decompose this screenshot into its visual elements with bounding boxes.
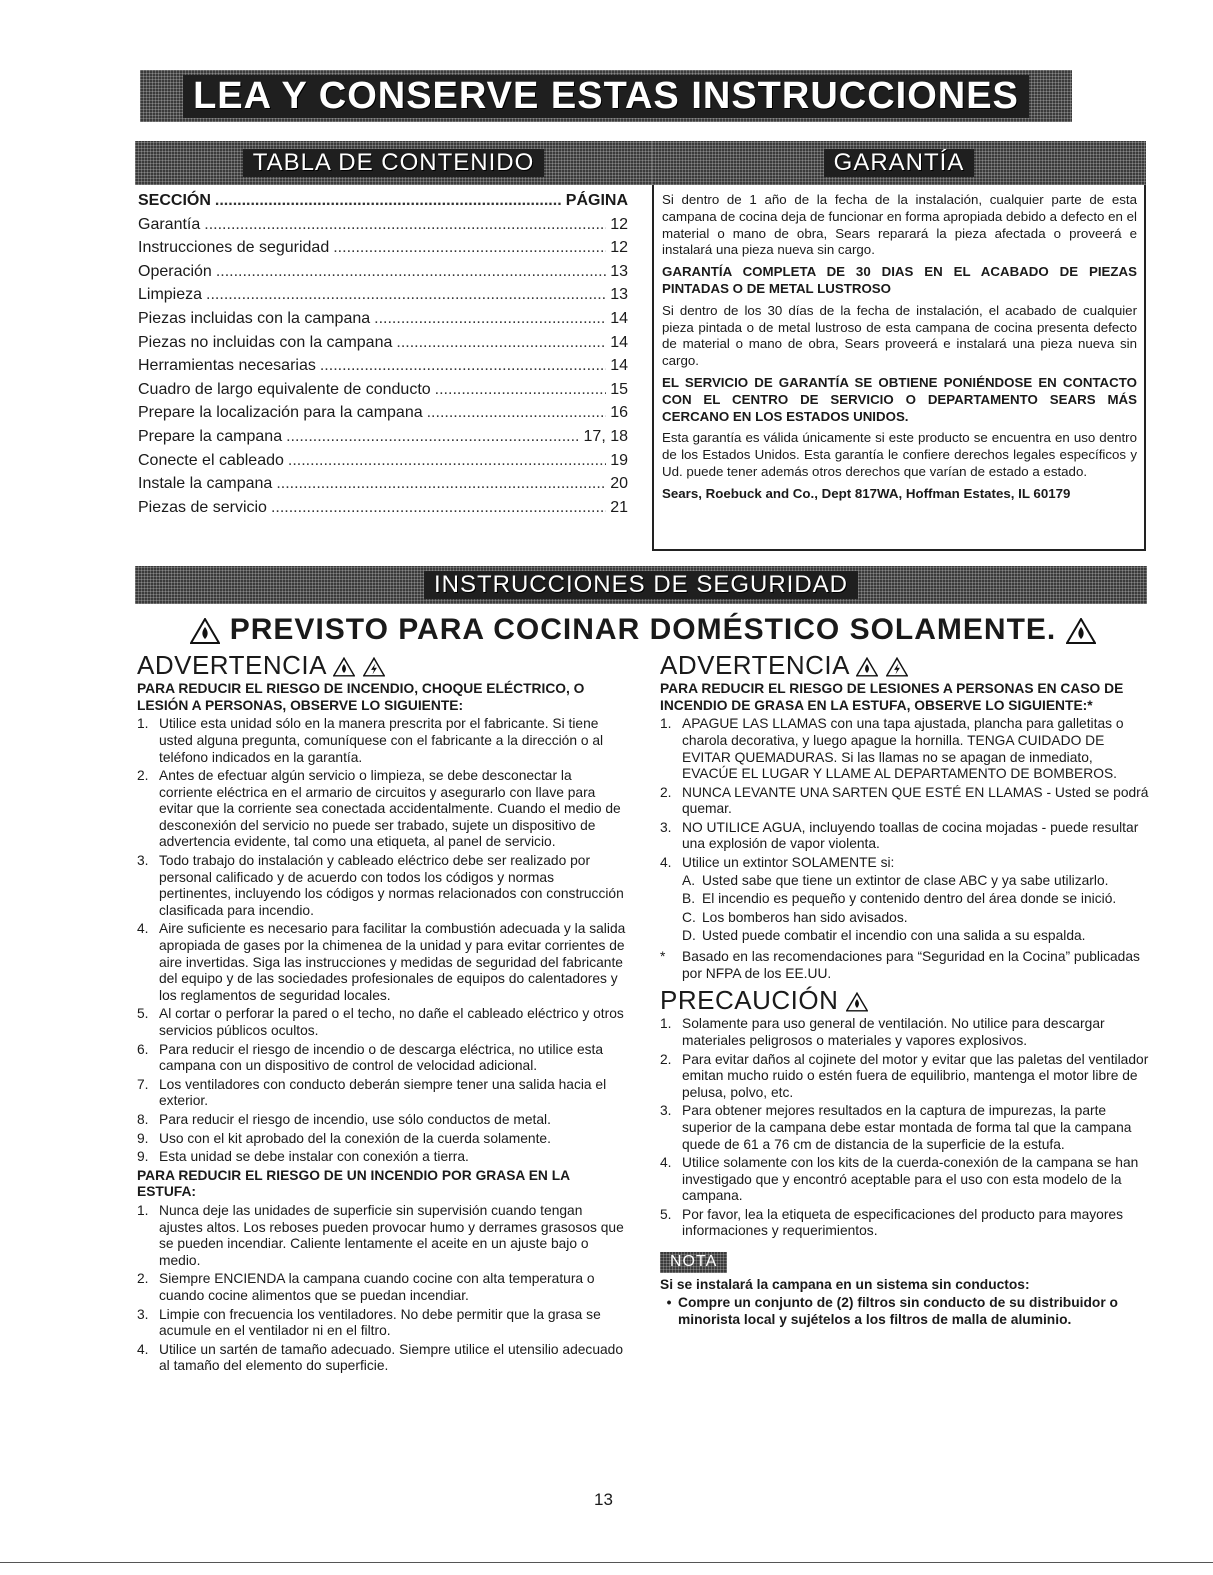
- note-heading: Si se instalará la campana en un sistema sin conductos:: [660, 1276, 1030, 1292]
- list-item: [660, 1207, 1150, 1240]
- list-item-text: Usted puede combatir el incendio con una salida a su espalda.: [702, 928, 1086, 944]
- toc-row-page: 21: [610, 498, 628, 516]
- list-item-number: 4.: [137, 1341, 149, 1357]
- fire-warning-icon: [856, 657, 878, 677]
- safety-banner: [135, 566, 1147, 604]
- list-item-number: 9.: [137, 1130, 149, 1146]
- toc-row-page: 19: [610, 451, 628, 469]
- warranty-heading-finish: GARANTÍA COMPLETA DE 30 DIAS EN EL ACABADO DE PIEZAS PINTADAS O DE METAL LUSTROSO: [662, 264, 1137, 296]
- shock-warning-icon: [363, 657, 385, 677]
- list-item-text: Solamente para uso general de ventilación. No utilice para descargar materiales peligrosos o materiales y vapores explosivos.: [682, 1016, 1105, 1048]
- caution-triangle-icon: [846, 992, 868, 1012]
- list-item: [137, 716, 627, 766]
- list-item-text: Los ventiladores con conducto deberán siempre tener una salida hacia el exterior.: [159, 1076, 607, 1109]
- toc-row-page: 13: [610, 286, 628, 304]
- list-item-number: 2.: [137, 1271, 149, 1287]
- main-title: LEA Y CONSERVE ESTAS INSTRUCCIONES: [183, 75, 1029, 118]
- caution-list: [660, 1016, 1150, 1240]
- list-item-text: Utilice un sartén de tamaño adecuado. Siempre utilice el utensilio adecuado al tamaño del elemento do superficie.: [159, 1341, 624, 1374]
- list-item: [660, 716, 1150, 782]
- toc-row: [138, 401, 628, 425]
- list-item-number: 5.: [660, 1206, 672, 1222]
- warranty-box: [652, 185, 1146, 551]
- list-item-number: 2.: [137, 768, 149, 784]
- list-item-text: Esta unidad se debe instalar con conexión a tierra.: [159, 1149, 469, 1165]
- list-item: [660, 1016, 1150, 1049]
- toc-row-label: Instale la campana: [138, 475, 273, 493]
- toc-row-page: 14: [610, 357, 628, 375]
- grease-fire-list: [137, 1203, 627, 1375]
- grease-fire-injury-subheading: PARA REDUCIR EL RIESGO DE LESIONES A PERSONAS EN CASO DE INCENDIO DE GRASA EN LA ESTUFA, OBSERVE LO SIGUIENTE:*: [660, 681, 1124, 713]
- list-item-text: Uso con el kit aprobado del la conexión de la cuerda solamente.: [159, 1130, 551, 1146]
- toc-row-label: Piezas no incluidas con la campana: [138, 333, 393, 351]
- note-bullet-text: Compre un conjunto de (2) filtros sin conducto de su distribuidor o minorista local y sujételos a los filtros de malla de aluminio.: [678, 1295, 1118, 1327]
- toc-leader: [396, 331, 606, 355]
- footer-rule: [0, 1562, 1213, 1563]
- list-item: [137, 1006, 627, 1039]
- toc-row-page: 13: [610, 262, 628, 280]
- warranty-paragraph-2: Si dentro de los 30 días de la fecha de instalación, el acabado de cualquier pieza pintada o de metal lustroso de esta campana de cocina presenta defecto de material o mano de obra, Sears proveerá e instalará una pieza nueva sin cargo.: [662, 302, 1137, 369]
- list-item-letter: A.: [682, 872, 696, 888]
- list-item-number: 1.: [137, 1202, 149, 1218]
- list-item-number: 3.: [137, 853, 149, 869]
- toc-row-label: Cuadro de largo equivalente de conducto: [138, 380, 431, 398]
- toc-row: [138, 307, 628, 331]
- list-item-number: 1.: [660, 716, 672, 732]
- bullet-icon: •: [666, 1295, 672, 1311]
- footnote-mark: *: [660, 949, 666, 965]
- toc-row: [138, 472, 628, 496]
- list-item: [682, 910, 1150, 927]
- toc-header-page: PÁGINA: [565, 192, 628, 209]
- list-item-text: Para reducir el riesgo de incendio, use sólo conductos de metal.: [159, 1111, 551, 1127]
- list-item: [682, 891, 1150, 908]
- toc-row-label: Limpieza: [138, 286, 203, 304]
- caution-heading: [660, 985, 1150, 1016]
- footnote: [660, 949, 1150, 982]
- list-item-number: 2.: [660, 1051, 672, 1067]
- list-item-text: Antes de efectuar algún servicio o limpieza, se debe desconectar la corriente eléctrica en el armario de circuitos y asegurarlo con llave para evitar que la corriente sea conectada accidentalmente. Cuando el medio de desconexión del servicio no puede ser trabado, sujete un dispositivo de advertencia evidente, tal como una etiqueta, al panel de servicio.: [159, 768, 621, 850]
- right-column: [660, 650, 1150, 1328]
- list-item-number: 3.: [137, 1306, 149, 1322]
- list-item-text: NO UTILICE AGUA, incluyendo toallas de cocina mojadas - puede resultar una explosión de vapor violenta.: [682, 819, 1139, 852]
- list-item: [137, 1342, 627, 1375]
- list-item: [137, 1271, 627, 1304]
- safety-banner-title: INSTRUCCIONES DE SEGURIDAD: [424, 571, 858, 599]
- toc-header: [138, 189, 628, 213]
- list-item: [660, 1155, 1150, 1205]
- warranty-paragraph-1: Si dentro de 1 año de la fecha de la instalación, cualquier parte de esta campana de cocina deja de funcionar en forma apropiada debido a defecto en el material o mano de obra, Sears reparará la pieza afectada o proveerá e instalará una pieza nueva sin cargo.: [662, 192, 1137, 258]
- list-item: [660, 1103, 1150, 1153]
- toc-row-label: Prepare la campana: [138, 427, 283, 445]
- list-item: [137, 1077, 627, 1110]
- list-item-text: Para obtener mejores resultados en la captura de impurezas, la parte superior de la campana debe estar montada de forma tal que la campana quede de 61 a 76 cm de distancia de la superficie de la estufa.: [682, 1103, 1132, 1152]
- toc-row-label: Conecte el cableado: [138, 451, 284, 469]
- list-item-text: Utilice solamente con los kits de la cuerda-conexión de la campana se han investigado que y encontró aceptable para el uso con esta modelo de la campana.: [682, 1155, 1139, 1204]
- toc-row: [138, 331, 628, 355]
- toc-row-label: Piezas incluidas con la campana: [138, 309, 371, 327]
- list-item: [137, 768, 627, 851]
- toc-row-page: 14: [610, 333, 628, 351]
- list-item-text: Usted sabe que tiene un extintor de clase ABC y ya sabe utilizarlo.: [702, 872, 1109, 888]
- list-item-text: Todo trabajo do instalación y cableado eléctrico debe ser realizado por personal calificado y de acuerdo con todos los códigos y normas pertinentes, incluyendo los códigos y normas relacionados con construcción clasificada para incendio.: [159, 853, 624, 918]
- toc-leader: [215, 189, 562, 213]
- warranty-heading-service: EL SERVICIO DE GARANTÍA SE OBTIENE PONIÉNDOSE EN CONTACTO CON EL CENTRO DE SERVICIO O DEPARTAMENTO SEARS MÁS CERCANO EN LOS ESTADOS UNIDOS.: [662, 374, 1137, 424]
- toc-leader: [271, 496, 606, 520]
- warning-heading-text: ADVERTENCIA: [660, 650, 849, 680]
- list-item-text: Siempre ENCIENDA la campana cuando cocine con alta temperatura o cuando cocine alimentos que se puedan incendiar.: [159, 1271, 595, 1303]
- list-item: [137, 1307, 627, 1340]
- toc-row-label: Instrucciones de seguridad: [138, 239, 330, 257]
- list-item: [137, 1131, 627, 1148]
- list-item-text: Utilice esta unidad sólo en la manera prescrita por el fabricante. Si tiene usted alguna pregunta, comuníquese con el fabricante a la dirección o al teléfono indicados en la garantía.: [159, 716, 604, 765]
- toc-row: [138, 354, 628, 378]
- page-number: 13: [594, 1490, 613, 1509]
- table-of-contents: [138, 189, 628, 519]
- toc-row: [138, 260, 628, 284]
- left-column: [137, 650, 627, 1377]
- toc-leader: [333, 236, 606, 260]
- list-item: [660, 785, 1150, 818]
- toc-leader: [276, 472, 606, 496]
- toc-header-section: SECCIÓN: [138, 192, 211, 209]
- list-item-number: 1.: [137, 716, 149, 732]
- list-item-text: Utilice un extintor SOLAMENTE si:: [682, 855, 895, 871]
- toc-leader: [320, 354, 606, 378]
- toc-row-page: 20: [610, 475, 628, 493]
- list-item-number: 2.: [660, 784, 672, 800]
- list-item-number: 7.: [137, 1076, 149, 1092]
- toc-row: [138, 283, 628, 307]
- list-item-number: 1.: [660, 1016, 672, 1032]
- warning-heading: [660, 650, 1150, 680]
- list-item-number: 3.: [660, 1103, 672, 1119]
- toc-row-label: Operación: [138, 262, 212, 280]
- toc-row-page: 17, 18: [583, 427, 628, 445]
- list-item-text: El incendio es pequeño y contenido dentro del área donde se inició.: [702, 891, 1117, 907]
- note-label: NOTA: [660, 1252, 727, 1273]
- shock-warning-icon: [886, 657, 908, 677]
- toc-row: [138, 425, 628, 449]
- toc-row: [138, 213, 628, 237]
- list-item: [137, 1149, 627, 1166]
- list-item-number: 8.: [137, 1111, 149, 1127]
- list-item-number: 4.: [660, 855, 672, 871]
- list-item-number: 3.: [660, 819, 672, 835]
- toc-leader: [286, 425, 579, 449]
- list-item-text: Limpie con frecuencia los ventiladores. No debe permitir que la grasa se acumule en el ventilador ni en el filtro.: [159, 1306, 601, 1339]
- toc-row-page: 12: [610, 215, 628, 233]
- warning-subheading: PARA REDUCIR EL RIESGO DE INCENDIO, CHOQUE ELÉCTRICO, O LESIÓN A PERSONAS, OBSERVE LO SIGUIENTE:: [137, 681, 585, 713]
- safety-title: [137, 613, 1149, 647]
- toc-row-page: 14: [610, 309, 628, 327]
- list-item-text: Para reducir el riesgo de incendio o de descarga eléctrica, no utilice esta campana con un dispositivo de control de velocidad adicional.: [159, 1041, 604, 1074]
- list-item: [137, 1203, 627, 1269]
- toc-leader: [435, 378, 607, 402]
- note-bullet: [660, 1295, 1150, 1328]
- list-item-letter: B.: [682, 891, 696, 907]
- toc-row-page: 15: [610, 380, 628, 398]
- toc-row-label: Prepare la localización para la campana: [138, 404, 423, 422]
- fire-warning-icon: [333, 657, 355, 677]
- warning-list: [137, 716, 627, 1165]
- list-item-text: Para evitar daños al cojinete del motor y evitar que las paletas del ventilador emitan mucho ruido o estén fuera de equilibrio, mantenga el motor libre de pelusa, polvo, etc.: [682, 1051, 1149, 1100]
- warranty-title: GARANTÍA: [824, 149, 975, 177]
- list-item-text: Al cortar o perforar la pared o el techo, no dañe el cableado eléctrico y otros servicios públicos ocultos.: [159, 1006, 624, 1038]
- footnote-text: Basado en las recomendaciones para “Seguridad en la Cocina” publicadas por NFPA de los EE.UU.: [682, 949, 1140, 981]
- toc-row-label: Herramientas necesarias: [138, 357, 316, 375]
- list-item-number: 9.: [137, 1149, 149, 1165]
- list-item: [137, 1042, 627, 1075]
- list-item-letter: C.: [682, 909, 696, 925]
- toc-row: [138, 449, 628, 473]
- toc-row: [138, 496, 628, 520]
- toc-title: TABLA DE CONTENIDO: [243, 149, 545, 177]
- fire-warning-icon: [1066, 618, 1096, 644]
- list-item: [660, 1052, 1150, 1102]
- list-item: [137, 1112, 627, 1129]
- toc-leader: [216, 260, 606, 284]
- toc-leader: [427, 401, 607, 425]
- toc-leader: [374, 307, 606, 331]
- list-item-letter: D.: [682, 928, 696, 944]
- main-title-banner: [140, 70, 1072, 122]
- grease-fire-subheading: PARA REDUCIR EL RIESGO DE UN INCENDIO POR GRASA EN LA ESTUFA:: [137, 1167, 570, 1200]
- list-item-text: APAGUE LAS LLAMAS con una tapa ajustada, plancha para galletitas o charola decorativa, y luego apague la hornilla. TENGA CUIDADO DE EVITAR QUEMADURAS. Si las llamas no se apagan de inmediato, EVACÚE EL LUGAR Y LLAME AL DEPARTAMENTO DE BOMBEROS.: [682, 716, 1124, 782]
- list-item-text: NUNCA LEVANTE UNA SARTEN QUE ESTÉ EN LLAMAS - Usted se podrá quemar.: [682, 784, 1149, 817]
- list-item-number: 6.: [137, 1041, 149, 1057]
- caution-heading-text: PRECAUCIÓN: [660, 985, 839, 1016]
- list-item-text: Nunca deje las unidades de superficie sin supervisión cuando tengan ajustes altos. Los reboses pueden provocar humo y derrames grasosos que se pueden incendiar. Caliente lentamente el aceite en un ajuste bajo o medio.: [159, 1202, 624, 1268]
- warning-heading-text: ADVERTENCIA: [137, 650, 326, 680]
- toc-row-page: 12: [610, 239, 628, 257]
- list-item: [660, 820, 1150, 853]
- list-item-number: 4.: [137, 921, 149, 937]
- list-item-body: [682, 855, 1150, 947]
- toc-row: [138, 236, 628, 260]
- toc-row-label: Garantía: [138, 215, 201, 233]
- fire-warning-icon: [190, 618, 220, 644]
- toc-leader: [288, 449, 606, 473]
- toc-banner: [135, 141, 652, 185]
- toc-row-page: 16: [610, 404, 628, 422]
- toc-leader: [204, 213, 606, 237]
- warranty-banner: [652, 141, 1146, 185]
- warranty-address: Sears, Roebuck and Co., Dept 817WA, Hoffman Estates, IL 60179: [662, 485, 1071, 501]
- warning-heading: [137, 650, 627, 680]
- list-item-text: Los bomberos han sido avisados.: [702, 909, 908, 925]
- list-item-text: Por favor, lea la etiqueta de especificaciones del producto para mayores informaciones y requerimientos.: [682, 1206, 1123, 1239]
- toc-row-label: Piezas de servicio: [138, 498, 267, 516]
- toc-row: [138, 378, 628, 402]
- toc-leader: [206, 283, 606, 307]
- fire-procedure-list: [660, 716, 1150, 947]
- list-item: [682, 873, 1150, 890]
- extinguisher-conditions-list: [682, 873, 1150, 945]
- list-item: [682, 928, 1150, 945]
- list-item-number: 4.: [660, 1155, 672, 1171]
- list-item: [137, 921, 627, 1004]
- list-item: [137, 853, 627, 919]
- list-item-number: 5.: [137, 1006, 149, 1022]
- warranty-paragraph-3: Esta garantía es válida únicamente si este producto se encuentra en uso dentro de los Estados Unidos. Esta garantía le confiere derechos legales específicos y Ud. puede tener además otros derechos que varían de estado a estado.: [662, 430, 1137, 479]
- list-item-text: Aire suficiente es necesario para facilitar la combustión adecuada y la salida apropiada de gases por la chimenea de la unidad y para evitar corrientes de aire invertidas. Siga las instrucciones y medidas de seguridad del fabricante del equipo y de las sociedades profesionales de equipos do calentadores y los reglamentos de seguridad locales.: [159, 921, 626, 1003]
- safety-title-text: PREVISTO PARA COCINAR DOMÉSTICO SOLAMENTE.: [229, 613, 1057, 646]
- list-item: [660, 855, 1150, 947]
